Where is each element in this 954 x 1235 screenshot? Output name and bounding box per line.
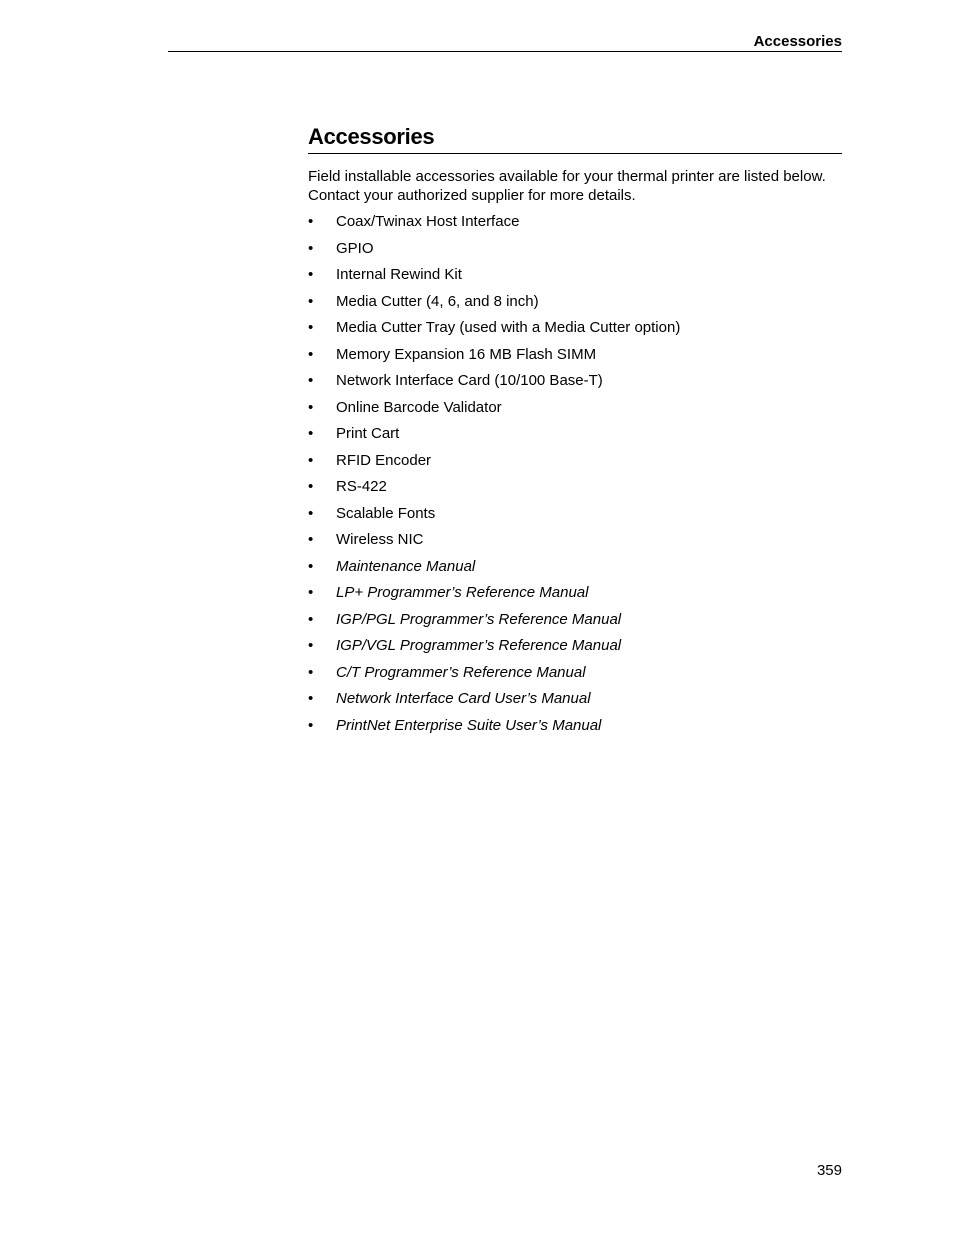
list-item [308,557,842,584]
bullet-icon: • [308,637,314,654]
bullet-icon: • [308,266,314,283]
list-item-text: Maintenance Manual [336,557,476,575]
list-item-text: Wireless NIC [336,531,424,548]
list-item-text: Scalable Fonts [336,504,436,522]
bullet-icon: • [308,478,314,495]
list-item [308,371,842,398]
bullet-icon: • [308,213,314,230]
list-item [308,716,842,743]
bullet-icon: • [308,372,314,389]
bullet-icon: • [308,690,314,707]
list-item-text: LP+ Programmer’s Reference Manual [336,584,589,601]
running-header [168,31,842,52]
bullet-icon: • [308,292,314,310]
bullet-icon: • [308,610,314,628]
bullet-icon: • [308,345,314,363]
list-item [308,318,842,345]
list-item-text: C/T Programmer’s Reference Manual [336,663,586,681]
list-item-text: Online Barcode Validator [336,398,502,416]
list-item-text: RS-422 [336,478,387,495]
list-item-text: Network Interface Card (10/100 Base-T) [336,372,603,389]
list-item [308,212,842,239]
list-item [308,451,842,478]
list-item [308,530,842,557]
list-item-text: Print Cart [336,425,400,442]
bullet-icon: • [308,451,314,469]
list-item [308,610,842,637]
list-item [308,265,842,292]
page-content [308,123,842,742]
intro-paragraph: Field installable accessories available for your thermal printer are listed below. Contact your authorized supplier for more details. [308,168,826,204]
list-item-text: IGP/PGL Programmer’s Reference Manual [336,610,622,628]
list-item [308,636,842,663]
list-item [308,292,842,319]
list-item-text: Coax/Twinax Host Interface [336,213,520,230]
list-item [308,663,842,690]
list-item-text: Internal Rewind Kit [336,266,462,283]
page-number: 359 [816,1162,842,1179]
list-item-text: PrintNet Enterprise Suite User’s Manual [336,716,602,734]
bullet-icon: • [308,531,314,548]
running-header-title: Accessories [753,33,842,50]
bullet-icon: • [308,584,314,601]
list-item [308,239,842,266]
bullet-icon: • [308,716,314,734]
list-item-text: Network Interface Card User’s Manual [336,690,591,707]
list-item [308,504,842,531]
list-item-text: RFID Encoder [336,451,432,469]
bullet-icon: • [308,398,314,416]
list-item-text: Media Cutter (4, 6, and 8 inch) [336,292,539,310]
bullet-icon: • [308,663,314,681]
list-item [308,424,842,451]
list-item-text: Media Cutter Tray (used with a Media Cutter option) [336,319,681,336]
list-item-text: IGP/VGL Programmer’s Reference Manual [336,637,622,654]
bullet-icon: • [308,319,314,336]
list-item [308,345,842,372]
bullet-icon: • [308,425,314,442]
list-item [308,689,842,716]
section-title: Accessories [308,123,842,154]
bullet-icon: • [308,557,314,575]
list-item-text: GPIO [336,239,374,257]
list-item [308,583,842,610]
list-item [308,398,842,425]
list-item-text: Memory Expansion 16 MB Flash SIMM [336,345,597,363]
accessories-list [308,212,842,742]
list-item [308,477,842,504]
bullet-icon: • [308,239,314,257]
bullet-icon: • [308,504,314,522]
